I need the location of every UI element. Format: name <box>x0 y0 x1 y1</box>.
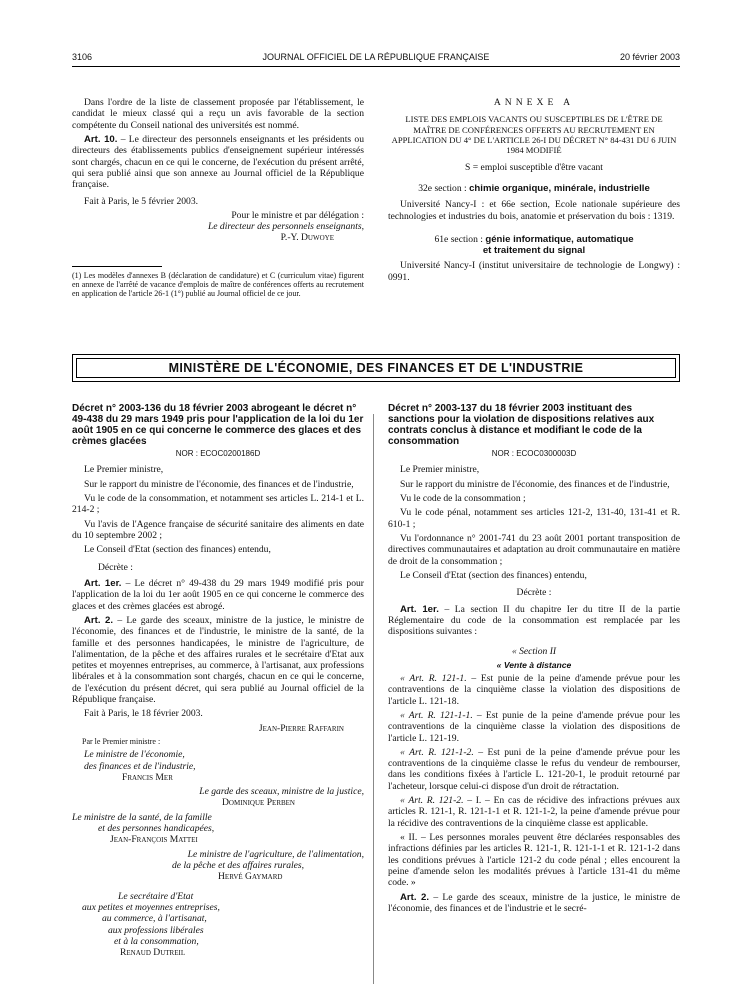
signatory-name: P.-Y. Duwoye <box>280 232 334 244</box>
article-text: – I. – En cas de récidive des infractions prévues aux articles R. 121-1, R. 121-1-1 et R. 121-1-2, la peine d'amende prévue pour la récidive des contraventions de la cinquième classe est applicable. <box>388 795 680 829</box>
article-label: « Art. R. 121-1-1. <box>400 709 473 721</box>
article-r-121-1 <box>388 673 680 707</box>
paragraph: Le Premier ministre, <box>84 464 164 476</box>
article-1 <box>72 578 364 612</box>
column-divider <box>373 414 374 984</box>
paragraph: Vu l'ordonnance n° 2001-741 du 23 août 2001 portant transposition de directives communautaires et adaptation au droit communautaire en matière de droit de la consommation ; <box>388 533 680 567</box>
paragraph: Vu l'avis de l'Agence française de sécurité sanitaire des aliments en date du 10 septembre 2002 ; <box>72 518 364 541</box>
section-number: 32e section : <box>418 182 470 194</box>
fait-a-paris: Fait à Paris, le 5 février 2003. <box>84 195 199 207</box>
page-header <box>72 52 680 67</box>
annex-subtitle: LISTE DES EMPLOIS VACANTS OU SUSCEPTIBLES DE L'ÊTRE DE MAÎTRE DE CONFÉRENCES OFFERTS AU RECRUTEMENT EN APPLICATION DU 4° DE L'ARTICLE 26-I DU DÉCRET N° 84-431 DU 6 JUIN 1984 MODIFIÉ <box>391 114 677 156</box>
par-le-premier-ministre: Par le Premier ministre : <box>82 737 161 746</box>
article-text: – Le garde des sceaux, ministre de la justice, le ministre de l'économie, des finances et de l'industrie et le secré- <box>388 891 680 914</box>
article-label: Art. 1er. <box>84 577 122 589</box>
paragraph: Vu le code pénal, notamment ses articles 121-2, 131-40, 131-41 et R. 610-1 ; <box>388 507 680 530</box>
section-32-heading <box>388 183 680 194</box>
fait-a-paris: Fait à Paris, le 18 février 2003. <box>84 708 203 720</box>
decree-title: Décret n° 2003-136 du 18 février 2003 abrogeant le décret n° 49-438 du 29 mars 1949 pris pour l'application de la loi du 1er août 1905 en ce qui concerne le commerce des glaces et des crèmes glacées <box>72 403 364 447</box>
section-61-heading-line2: et traitement du signal <box>482 245 586 257</box>
signatory-name: Hervé Gaymard <box>218 871 283 883</box>
minister-title: Le ministre de l'agriculture, de l'alimentation, <box>187 848 364 860</box>
minister-title: de la pêche et des affaires rurales, <box>172 860 305 871</box>
article-text: – Le directeur des personnels enseignants et les présidents ou directeurs des établissements publics d'enseignement supérieur intéressés sont chargés, chacun en ce qui le concerne, de l'exécution du présent arrêté, qui sera publié ainsi que son annexe au Journal officiel de la République française. <box>72 133 364 191</box>
annex-legend: S = emploi susceptible d'être vacant <box>465 161 603 173</box>
ministry-banner <box>72 354 680 382</box>
minister-title: et des personnes handicapées, <box>98 823 215 835</box>
minister-title: des finances et de l'industrie, <box>84 760 196 772</box>
paragraph: Dans l'ordre de la liste de classement proposée par l'établissement, le candidat le mieux classé qui a reçu un avis favorable de la section compétente du Conseil national des universités est nommé. <box>72 97 364 131</box>
section-number: 61e section : <box>434 233 486 245</box>
paragraph: Vu le code de la consommation, et notamment ses articles L. 214-1 et L. 214-2 ; <box>72 493 364 516</box>
article-r-121-2 <box>388 795 680 829</box>
signature-line: Pour le ministre et par délégation : <box>231 209 364 221</box>
ministry-title: MINISTÈRE DE L'ÉCONOMIE, DES FINANCES ET DE L'INDUSTRIE <box>76 358 676 378</box>
signatory-name: Dominique Perben <box>222 797 295 809</box>
article-text: – Est puni de la peine d'amende prévue pour les contraventions de la cinquième classe le refus du vendeur de rembourser, dans les conditions fixées à l'article L. 121-20-1, le produit retourné par l'acheteur, lorsque celui-ci dispose d'un droit de rétractation. <box>388 746 680 792</box>
signature-title: Le directeur des personnels enseignants, <box>207 221 364 233</box>
minister-title: Le secrétaire d'Etat <box>118 890 194 902</box>
footnote-rule <box>72 266 162 267</box>
article-2 <box>72 615 364 706</box>
article-text: – Est punie de la peine d'amende prévue pour les contraventions de la cinquième classe la violation des dispositions de l'article L. 121-18. <box>388 672 680 707</box>
top-right-column <box>388 97 680 286</box>
section-name: chimie organique, minérale, industrielle <box>469 182 650 194</box>
paragraph: Sur le rapport du ministre de l'économie, des finances et de l'industrie, <box>400 478 670 490</box>
article-text: – Le décret n° 49-438 du 29 mars 1949 modifié pris pour l'application de la loi du 1er août 1905 en ce qui concerne le commerce des glaces et des crèmes glacées est abrogé. <box>72 577 365 612</box>
paragraph: Vu le code de la consommation ; <box>400 493 526 505</box>
decrete: Décrète : <box>516 587 552 599</box>
article-label: « Art. R. 121-2. <box>400 795 464 807</box>
article-label: « Art. R. 121-1. <box>400 672 467 684</box>
minister-title: au commerce, à l'artisanat, <box>102 913 207 925</box>
article-label: Art. 1er. <box>400 603 439 615</box>
article-10 <box>72 134 364 191</box>
section-32-text: Université Nancy-I : et 66e section, Ecole nationale supérieure des technologies et industries du bois, anatomie et préservation du bois : 1319. <box>388 199 680 222</box>
article-label: Art. 2. <box>84 614 114 626</box>
decrete: Décrète : <box>98 561 133 573</box>
article-label: Art. 2. <box>400 891 430 903</box>
page-number: 3106 <box>72 52 93 62</box>
signatory-name: Renaud Dutreil <box>120 947 186 959</box>
decree-2003-137 <box>388 403 680 917</box>
section-61-heading <box>388 234 680 245</box>
section-name: génie informatique, automatique <box>485 233 634 245</box>
article-r-121-1-1 <box>388 710 680 744</box>
decree-nor: NOR : ECOC0200186D <box>175 449 261 458</box>
signatory-name: Jean-Pierre Raffarin <box>258 722 344 734</box>
article-r-121-1-2 <box>388 747 680 792</box>
journal-title: JOURNAL OFFICIEL DE LA RÉPUBLIQUE FRANÇAISE <box>262 52 490 62</box>
section-61-text: Université Nancy-I (institut universitaire de technologie de Longwy) : 0991. <box>388 260 680 283</box>
decree-title: Décret n° 2003-137 du 18 février 2003 instituant des sanctions pour la violation de dispositions relatives aux contrats conclus à distance et modifiant le code de la consommation <box>388 403 655 447</box>
article-text: – Est punie de la peine d'amende prévue pour les contraventions de la cinquième classe la violation des dispositions de l'article L. 121-19. <box>388 709 680 744</box>
signatory-name: Jean-François Mattei <box>110 834 198 846</box>
issue-date: 20 février 2003 <box>619 52 680 62</box>
minister-title: aux petites et moyennes entreprises, <box>82 901 220 913</box>
minister-title: Le garde des sceaux, ministre de la justice, <box>199 786 364 798</box>
signatory-name: Francis Mer <box>122 771 173 783</box>
article-label: Art. 10. <box>84 133 118 145</box>
article-label: « Art. R. 121-1-2. <box>400 746 474 758</box>
decree-2003-136 <box>72 403 364 959</box>
article-text: – Le garde des sceaux, ministre de la justice, le ministre de l'économie, des finances et de l'industrie, le ministre de la santé, de la famille et des personnes handicapées, le ministre de l'agriculture, de l'alimentation, de la pêche et des affaires rurales et le secrétaire d'Etat aux petites et moyennes entreprises, au commerce, à l'artisanat, aux professions libérales et à la consommation sont chargés, chacun en ce qui le concerne, de l'exécution du présent décret, qui sera publié au Journal officiel de la République française. <box>72 614 364 706</box>
section-heading: « Section II <box>511 645 557 657</box>
article-text: – La section II du chapitre Ier du titre II de la partie Réglementaire du code de la consommation est remplacée par les dispositions suivantes : <box>388 603 680 638</box>
minister-title: aux professions libérales <box>108 924 204 936</box>
minister-title: Le ministre de la santé, de la famille <box>72 811 212 823</box>
subsection-heading: « Vente à distance <box>496 659 572 670</box>
paragraph: Sur le rapport du ministre de l'économie, des finances et de l'industrie, <box>84 478 354 490</box>
article-1 <box>388 604 680 638</box>
top-left-column <box>72 97 364 301</box>
article-2 <box>388 892 680 915</box>
minister-title: et à la consommation, <box>114 935 199 947</box>
paragraph: Le Premier ministre, <box>400 464 480 476</box>
decree-nor: NOR : ECOC0300003D <box>491 449 577 458</box>
article-r-121-2-ii: « II. – Les personnes morales peuvent être déclarées responsables des infractions définies par les articles R. 121-1, R. 121-1-1 et R. 121-1-2 dans les conditions prévues à l'article 121-2 du code pénal ; elles encourent la peine d'amende selon les modalités prévues à l'article 131-41 du même code. » <box>388 832 680 889</box>
minister-title: Le ministre de l'économie, <box>84 749 185 761</box>
footnote: (1) Les modèles d'annexes B (déclaration de candidature) et C (curriculum vitae) figurent en annexe de l'arrêté de vacance d'emplois de maître de conférences offerts au recrutement en application de l'article 26-1 (1°) publié au Journal officiel de ce jour. <box>72 270 364 299</box>
paragraph: Le Conseil d'Etat (section des finances) entendu, <box>400 569 587 581</box>
annex-title: ANNEXE A <box>493 97 575 108</box>
paragraph: Le Conseil d'Etat (section des finances) entendu, <box>84 544 271 556</box>
